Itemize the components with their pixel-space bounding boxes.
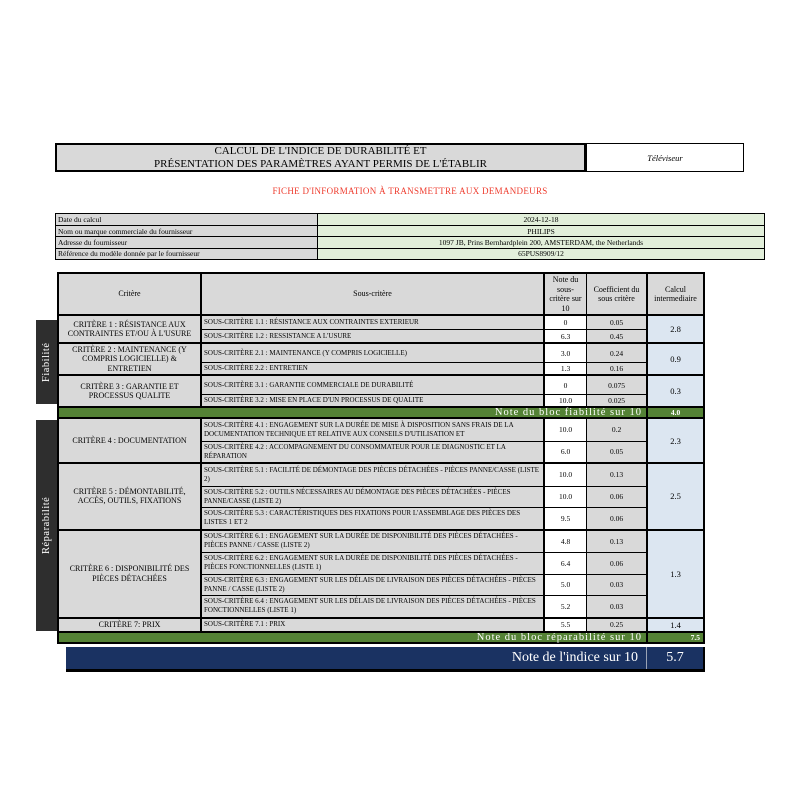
sub-criterion-note: 10.0 (545, 464, 587, 486)
sub-criterion-label: SOUS-CRITÈRE 5.1 : FACILITÉ DE DÉMONTAGE DES PIÈCES DÉTACHÉES - PIÈCES PANNE/CASSE (LISTE 2) (202, 464, 545, 486)
info-row-address (56, 236, 764, 247)
sub-criterion-label: SOUS-CRITÈRE 6.3 : ENGAGEMENT SUR LES DÉLAIS DE LIVRAISON DES PIÈCES DÉTACHÉES - PIÈCES PANNE / CASSE (LISTE 2) (202, 575, 545, 596)
final-score-row (66, 647, 705, 672)
sub-criterion-label: SOUS-CRITÈRE 5.2 : OUTILS NÉCESSAIRES AU DÉMONTAGE DES PIÈCES DÉTACHÉES - PIÈCES PANNE/CASSE (LISTE 2) (202, 487, 545, 508)
info-value: 65PUS8909/12 (318, 249, 764, 259)
sub-criterion-coefficient: 0.16 (587, 363, 646, 374)
sub-criterion-row (202, 507, 646, 529)
sub-criterion-coefficient: 0.13 (587, 531, 646, 553)
sub-criterion-coefficient: 0.06 (587, 553, 646, 574)
product-type-box: Téléviseur (586, 143, 744, 172)
info-value: PHILIPS (318, 226, 764, 236)
criterion-block-3 (59, 374, 703, 406)
sub-criterion-row (202, 376, 646, 394)
sub-criterion-row (202, 531, 646, 553)
sub-criterion-label: SOUS-CRITÈRE 3.1 : GARANTIE COMMERCIALE DE DURABILITÉ (202, 376, 545, 394)
sub-criterion-coefficient: 0.05 (587, 442, 646, 463)
criterion-label: CRITÈRE 7: PRIX (59, 619, 202, 631)
info-label: Adresse du fournisseur (56, 237, 318, 247)
sub-criterion-coefficient: 0.025 (587, 395, 646, 406)
sheet-title-line2: PRÉSENTATION DES PARAMÈTRES AYANT PERMIS DE L'ÉTABLIR (154, 157, 487, 170)
fiability-score-value: 4.0 (646, 408, 703, 417)
sub-criterion-note: 5.0 (545, 575, 587, 596)
info-label: Référence du modèle donnée par le fournisseur (56, 249, 318, 259)
criterion-label: CRITÈRE 1 : RÉSISTANCE AUX CONTRAINTES ET/OU À L'USURE (59, 316, 202, 342)
criterion-block-2 (59, 342, 703, 374)
sub-criterion-coefficient: 0.03 (587, 575, 646, 596)
info-value: 1097 JB, Prins Bernhardplein 200, AMSTERDAM, the Netherlands (318, 237, 764, 247)
sub-criterion-row (202, 552, 646, 574)
criterion-block-6 (59, 529, 703, 617)
info-label: Nom ou marque commerciale du fournisseur (56, 226, 318, 236)
sub-criterion-coefficient: 0.25 (587, 619, 646, 631)
notice-line: FICHE D'INFORMATION À TRANSMETTRE AUX DEMANDEURS (272, 186, 548, 196)
criterion-label: CRITÈRE 4 : DOCUMENTATION (59, 419, 202, 462)
criterion-intermediate-score: 1.4 (646, 619, 703, 631)
sub-criterion-note: 5.2 (545, 596, 587, 617)
sheet-title-box (55, 143, 586, 172)
sub-criterion-coefficient: 0.075 (587, 376, 646, 394)
criteria-table-header (59, 274, 703, 314)
header-sous-critere: Sous-critère (202, 274, 545, 314)
info-row-date (56, 214, 764, 225)
criterion-intermediate-score: 2.5 (646, 464, 703, 529)
sub-criterion-label: SOUS-CRITÈRE 6.1 : ENGAGEMENT SUR LA DURÉE DE DISPONIBILITÉ DES PIÈCES DÉTACHÉES - PIÈCES PANNE / CASSE (LISTE 2) (202, 531, 545, 553)
sub-criterion-coefficient: 0.06 (587, 487, 646, 508)
sub-criterion-row (202, 574, 646, 596)
sub-criterion-label: SOUS-CRITÈRE 2.2 : ENTRETIEN (202, 363, 545, 374)
sub-criterion-note: 10.0 (545, 419, 587, 441)
sub-criterion-note: 9.5 (545, 508, 587, 529)
sub-criterion-label: SOUS-CRITÈRE 1.1 : RÉSISTANCE AUX CONTRAINTES EXTERIEUR (202, 316, 545, 329)
sub-criterion-row (202, 362, 646, 374)
criterion-label: CRITÈRE 5 : DÉMONTABILITÉ, ACCÈS, OUTILS, FIXATIONS (59, 464, 202, 529)
sub-criterion-row (202, 344, 646, 362)
info-label: Date du calcul (56, 214, 318, 225)
sub-criterion-note: 4.8 (545, 531, 587, 553)
repairability-score-value: 7.5 (646, 633, 703, 642)
sub-criterion-row (202, 595, 646, 617)
sub-criterion-label: SOUS-CRITÈRE 3.2 : MISE EN PLACE D'UN PROCESSUS DE QUALITE (202, 395, 545, 406)
supplier-info-table (55, 213, 765, 260)
sub-criterion-note: 10.0 (545, 395, 587, 406)
sub-criterion-coefficient: 0.2 (587, 419, 646, 441)
criterion-block-4 (59, 417, 703, 462)
criterion-intermediate-score: 0.9 (646, 344, 703, 374)
criterion-intermediate-score: 2.3 (646, 419, 703, 462)
sub-criterion-note: 6.0 (545, 442, 587, 463)
sub-criterion-label: SOUS-CRITÈRE 2.1 : MAINTENANCE (Y COMPRIS LOGICIELLE) (202, 344, 545, 362)
fiability-score-row (59, 406, 703, 417)
info-row-model (56, 248, 764, 259)
sub-criterion-row (202, 329, 646, 342)
criterion-label: CRITÈRE 3 : GARANTIE ET PROCESSUS QUALITE (59, 376, 202, 406)
sub-criterion-row (202, 486, 646, 508)
criterion-block-5 (59, 462, 703, 529)
sub-criterion-note: 5.5 (545, 619, 587, 631)
sub-criterion-note: 1.3 (545, 363, 587, 374)
header-note: Note du sous-critère sur 10 (545, 274, 587, 314)
info-value: 2024-12-18 (318, 214, 764, 225)
criterion-block-1 (59, 314, 703, 342)
sub-criterion-row (202, 419, 646, 441)
sub-criterion-coefficient: 0.45 (587, 330, 646, 342)
sub-criterion-coefficient: 0.13 (587, 464, 646, 486)
sub-criterion-row (202, 619, 646, 631)
criterion-label: CRITÈRE 2 : MAINTENANCE (Y COMPRIS LOGICIELLE) & ENTRETIEN (59, 344, 202, 374)
criterion-intermediate-score: 2.8 (646, 316, 703, 342)
sub-criterion-label: SOUS-CRITÈRE 4.1 : ENGAGEMENT SUR LA DURÉE DE MISE À DISPOSITION SANS FRAIS DE LA DOCUMENTATION TECHNIQUE ET RELATIVE AUX CONSEILS D'UTILISATION ET (202, 419, 545, 441)
sub-criterion-label: SOUS-CRITÈRE 7.1 : PRIX (202, 619, 545, 631)
fiability-group-bar: Fiabilité (36, 320, 57, 404)
sub-criterion-row (202, 464, 646, 486)
sub-criterion-label: SOUS-CRITÈRE 1.2 : RESSISTANCE A L'USURE (202, 330, 545, 342)
header-critere: Critère (59, 274, 202, 314)
criterion-block-7 (59, 617, 703, 631)
sub-criterion-row (202, 316, 646, 329)
sub-criterion-coefficient: 0.05 (587, 316, 646, 329)
sub-criterion-note: 10.0 (545, 487, 587, 508)
sub-criterion-row (202, 394, 646, 406)
sub-criterion-label: SOUS-CRITÈRE 5.3 : CARACTÉRISTIQUES DES FIXATIONS POUR L'ASSEMBLAGE DES PIÈCES DES LISTES 1 ET 2 (202, 508, 545, 529)
sub-criterion-row (202, 441, 646, 463)
sub-criterion-coefficient: 0.24 (587, 344, 646, 362)
sub-criterion-label: SOUS-CRITÈRE 4.2 : ACCOMPAGNEMENT DU CONSOMMATEUR POUR LE DIAGNOSTIC ET LA RÉPARATION (202, 442, 545, 463)
criterion-intermediate-score: 1.3 (646, 531, 703, 617)
sub-criterion-note: 3.0 (545, 344, 587, 362)
repairability-score-row (59, 631, 703, 642)
criterion-intermediate-score: 0.3 (646, 376, 703, 406)
sub-criterion-coefficient: 0.03 (587, 596, 646, 617)
sub-criterion-note: 6.4 (545, 553, 587, 574)
sub-criterion-note: 0 (545, 316, 587, 329)
info-row-brand (56, 225, 764, 236)
header-coefficient: Coefficient du sous critère (593, 284, 640, 303)
header-calcul: Calcul intermediaire (646, 274, 703, 314)
sub-criterion-label: SOUS-CRITÈRE 6.4 : ENGAGEMENT SUR LES DÉLAIS DE LIVRAISON DES PIÈCES DÉTACHÉES - PIÈCES FONCTIONNELLES (LISTE 1) (202, 596, 545, 617)
final-score-label: Note de l'indice sur 10 (511, 650, 638, 665)
sub-criterion-note: 6.3 (545, 330, 587, 342)
repairability-group-bar: Réparabilité (36, 420, 57, 631)
sub-criterion-note: 0 (545, 376, 587, 394)
sheet-title-line1: CALCUL DE L'INDICE DE DURABILITÉ ET (214, 145, 427, 157)
final-score-value: 5.7 (646, 647, 703, 669)
fiability-score-label: Note du bloc fiabilité sur 10 (494, 407, 642, 418)
criteria-table (57, 272, 705, 644)
sub-criterion-label: SOUS-CRITÈRE 6.2 : ENGAGEMENT SUR LA DURÉE DE DISPONIBILITÉ DES PIÈCES DÉTACHÉES - PIÈCES FONCTIONNELLES (LISTE 1) (202, 553, 545, 574)
sub-criterion-coefficient: 0.06 (587, 508, 646, 529)
criterion-label: CRITÈRE 6 : DISPONIBILITÉ DES PIÈCES DÉTACHÉES (59, 531, 202, 617)
repairability-score-label: Note du bloc réparabilité sur 10 (476, 631, 642, 643)
